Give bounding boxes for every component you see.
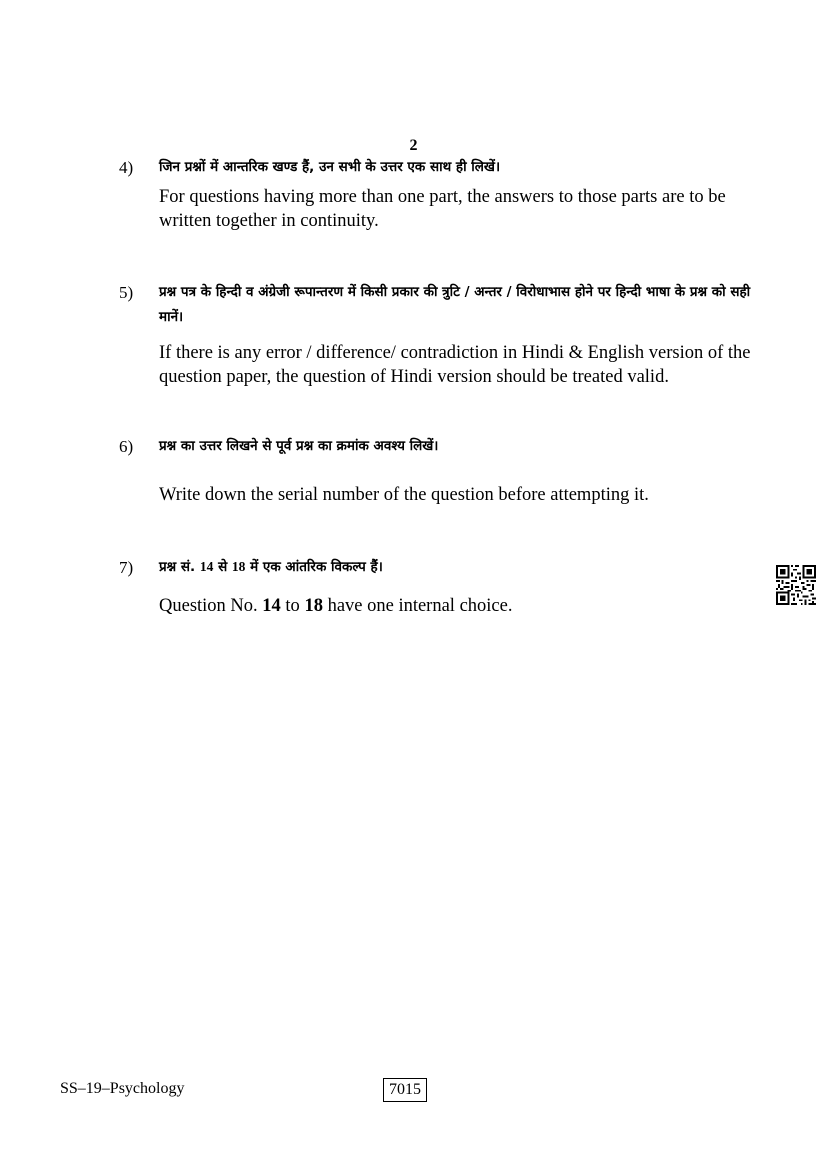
instruction-hindi: प्रश्न पत्र के हिन्दी व अंग्रेजी रूपान्तरण में किसी प्रकार की त्रुटि / अन्तर / विरोधाभास होने पर हिन्दी भाषा के प्रश्न को सही मानें।: [159, 284, 751, 325]
instruction-hindi: प्रश्न का उत्तर लिखने से पूर्व प्रश्न का क्रमांक अवश्य लिखें।: [159, 438, 439, 454]
instruction-english: If there is any error / difference/ contradiction in Hindi & English version of the question paper, the question of Hindi version should be treated valid.: [159, 343, 751, 387]
footer-paper-code: 7015: [383, 1078, 427, 1102]
qr-code: [776, 565, 816, 605]
instruction-english: Question No. 14 to 18 have one internal choice.: [159, 596, 513, 616]
footer-subject: SS–19–Psychology: [60, 1080, 185, 1097]
instruction-number: 5): [119, 283, 134, 302]
page-number: 2: [409, 137, 418, 154]
instruction-hindi: जिन प्रश्नों में आन्तरिक खण्ड हैं, उन सभी के उत्तर एक साथ ही लिखें।: [159, 159, 501, 175]
instruction-english: For questions having more than one part, the answers to those parts are to be written together in continuity.: [159, 187, 726, 231]
instruction-number: 6): [119, 437, 134, 456]
instruction-english: Write down the serial number of the question before attempting it.: [159, 485, 649, 505]
instruction-number: 4): [119, 158, 134, 177]
instruction-number: 7): [119, 558, 134, 577]
instruction-hindi: प्रश्न सं. 14 से 18 में एक आंतरिक विकल्प हैं।: [159, 559, 383, 575]
